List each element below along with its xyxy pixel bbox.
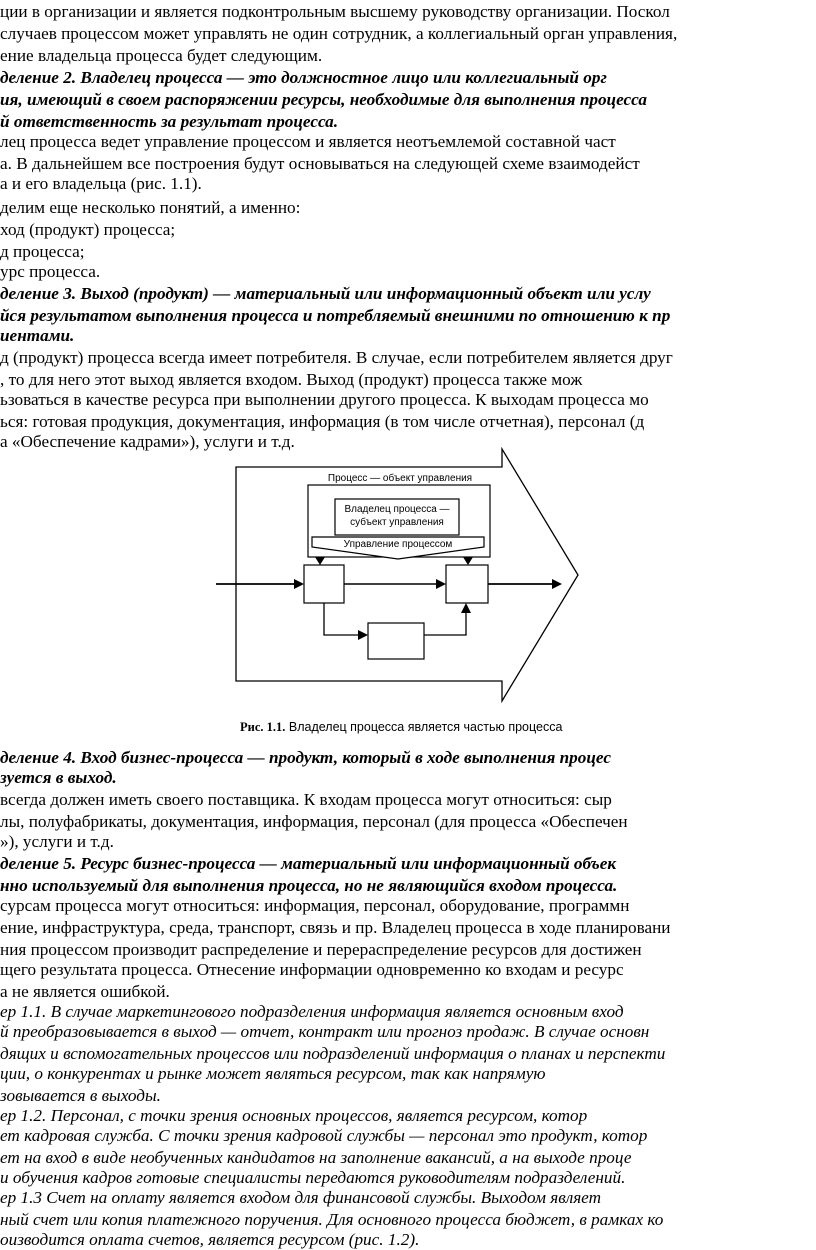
text-line: лец процесса ведет управление процессом и является неотъемлемой составной част — [0, 132, 616, 151]
label-process: Процесс — объект управления — [327, 473, 473, 484]
text-line: д (продукт) процесса всегда имеет потребителя. В случае, если потребителем является друг — [0, 348, 673, 367]
text-line: случаев процессом может управлять не один сотрудник, а коллегиальный орган управления, — [0, 24, 678, 43]
text-line: ции, о конкурентах и рынке может являться ресурсом, так как напрямую — [0, 1064, 546, 1083]
text-line: дящих и вспомогательных процессов или подразделений информация о планах и перспекти — [0, 1044, 666, 1063]
text-line: деление 4. Вход бизнес-процесса — продукт, который в ходе выполнения процес — [0, 748, 611, 767]
text-line: а «Обеспечение кадрами»), услуги и т.д. — [0, 432, 295, 451]
process-box-left — [304, 565, 344, 603]
text-line: а не является ошибкой. — [0, 982, 170, 1001]
text-line: ия, имеющий в своем распоряжении ресурсы, необходимые для выполнения процесса — [0, 90, 647, 109]
label-management: Управление процессом — [343, 539, 453, 550]
label-owner: Владелец процесса — — [344, 504, 450, 515]
process-box-bottom — [368, 623, 424, 659]
text-line: ет кадровая служба. С точки зрения кадровой службы — персонал это продукт, котор — [0, 1126, 648, 1145]
figure-1-1 — [180, 447, 600, 747]
text-line: щего результата процесса. Отнесение информации одновременно ко входам и ресурс — [0, 960, 624, 979]
text-line: сурсам процесса могут относиться: информация, персонал, оборудование, программн — [0, 896, 630, 915]
text-line: всегда должен иметь своего поставщика. К входам процесса могут относиться: сыр — [0, 790, 612, 809]
figure-diagram — [180, 447, 600, 747]
text-line: урс процесса. — [0, 262, 101, 281]
text-line: ение владельца процесса будет следующим. — [0, 46, 323, 65]
text-line: ции в организации и является подконтрольным высшему руководству организации. Поскол — [0, 2, 670, 21]
figure-caption — [240, 720, 562, 735]
text-line: ьзоваться в качестве ресурса при выполнении другого процесса. К выходам процесса мо — [0, 390, 649, 409]
text-line: ер 1.2. Персонал, с точки зрения основных процессов, является ресурсом, котор — [0, 1106, 588, 1125]
text-line: оизводится оплата счетов, является ресурсом (рис. 1.2). — [0, 1230, 420, 1249]
text-line: ния процессом производит распределение и перераспределение ресурсов для достижен — [0, 940, 642, 959]
text-line: ение, инфраструктура, среда, транспорт, связь и пр. Владелец процесса в ходе планировани — [0, 918, 671, 937]
text-line: й ответственность за результат процесса. — [0, 112, 339, 131]
text-line: , то для него этот выход является входом. Выход (продукт) процесса также мож — [0, 370, 583, 389]
text-line: деление 3. Выход (продукт) — материальный или информационный объект или услу — [0, 284, 651, 303]
text-line: нно используемый для выполнения процесса, но не являющийся входом процесса. — [0, 876, 618, 895]
text-line: лы, полуфабрикаты, документация, информация, персонал (для процесса «Обеспечен — [0, 812, 628, 831]
text-line: а. В дальнейшем все построения будут основываться на следующей схеме взаимодейст — [0, 154, 640, 173]
text-line: ер 1.1. В случае маркетингового подразделения информация является основным вход — [0, 1002, 624, 1021]
text-line: и обучения кадров готовые специалисты передаются руководителям подразделений. — [0, 1168, 626, 1187]
text-line: »), услуги и т.д. — [0, 832, 114, 851]
label-owner-2: субъект управления — [350, 517, 444, 528]
caption-number: Рис. 1.1. — [240, 720, 286, 734]
text-line: зуется в выход. — [0, 768, 117, 787]
text-line: делим еще несколько понятий, а именно: — [0, 198, 301, 217]
text-line: ход (продукт) процесса; — [0, 220, 176, 239]
text-line: а и его владельца (рис. 1.1). — [0, 174, 202, 193]
text-line: иентами. — [0, 326, 75, 345]
text-line: деление 2. Владелец процесса — это должностное лицо или коллегиальный орг — [0, 68, 607, 87]
text-line: йся результатом выполнения процесса и потребляемый внешними по отношению к пр — [0, 306, 671, 325]
process-box-right — [446, 565, 488, 603]
text-line: д процесса; — [0, 242, 85, 261]
text-line: й преобразовывается в выход — отчет, контракт или прогноз продаж. В случае основн — [0, 1022, 650, 1041]
text-line: ер 1.3 Счет на оплату является входом для финансовой службы. Выходом являет — [0, 1188, 601, 1207]
text-line: ься: готовая продукция, документация, информация (в том числе отчетная), персонал (д — [0, 412, 645, 431]
text-line: деление 5. Ресурс бизнес-процесса — материальный или информационный объек — [0, 854, 617, 873]
text-line: ный счет или копия платежного поручения. Для основного процесса бюджет, в рамках ко — [0, 1210, 664, 1229]
text-line: зовывается в выходы. — [0, 1086, 161, 1105]
caption-text: Владелец процесса является частью процесса — [285, 720, 563, 734]
text-line: ет на вход в виде необученных кандидатов на заполнение вакансий, а на выходе проце — [0, 1148, 632, 1167]
